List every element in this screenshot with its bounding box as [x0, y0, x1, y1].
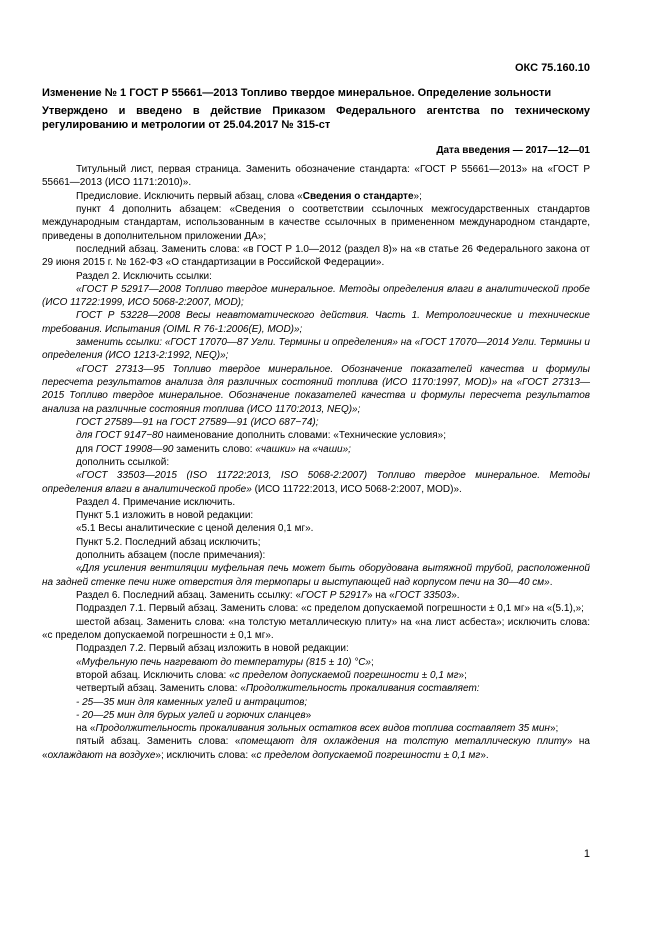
text-run: наименование дополнить словами: «Технические условия»;: [163, 430, 446, 442]
text-run: дополнить ссылкой:: [76, 456, 170, 468]
text-run: ГОСТ 19908—90: [95, 443, 174, 455]
body-paragraph: [42, 163, 590, 190]
text-run: с пределом допускаемой погрешности ± 0,1 мг: [256, 749, 481, 761]
text-run: на «: [76, 723, 96, 735]
text-run: «ГОСТ 33503—2015 (ISO 11722:2013, ISO 5068-2:2007) Топливо твердое минеральное. Методы определения влаги в аналитической пробе»: [42, 470, 590, 495]
text-run: .: [549, 576, 553, 588]
body-paragraph: [42, 456, 590, 469]
body-paragraph: [42, 522, 590, 535]
text-run: для ГОСТ 9147−80: [76, 430, 164, 442]
body-paragraph: [42, 616, 590, 643]
text-run: (ИСО 11722:2013, ИСО 5068-2:2007, MOD)».: [251, 483, 462, 495]
text-run: ГОСТ 27589—91 на ГОСТ 27589—91 (ИСО 687−74);: [76, 416, 319, 428]
text-run: дополнить абзацем (после примечания):: [76, 550, 266, 562]
body-paragraph: [42, 203, 590, 243]
text-run: второй абзац. Исключить слова: «: [76, 669, 235, 681]
body-paragraph: [42, 722, 590, 735]
introduction-date: Дата введения — 2017—12—01: [436, 145, 590, 156]
text-run: Раздел 2. Исключить ссылки:: [76, 270, 212, 282]
page-number: 1: [583, 848, 590, 860]
text-run: »;: [413, 190, 422, 202]
text-run: Предисловие. Исключить первый абзац, слова «: [76, 190, 303, 202]
body-paragraph: [42, 656, 590, 669]
text-run: Пункт 5.1 изложить в новой редакции:: [76, 510, 254, 522]
amendment-title: Изменение № 1 ГОСТ Р 55661—2013 Топливо твердое минеральное. Определение зольности: [42, 87, 552, 99]
okc-code: ОКС 75.160.10: [514, 62, 590, 74]
text-run: шестой абзац. Заменить слова: «на толстую металлическую плиту» на «на лист асбеста»; исключить слова: «с пределом допускаемой погрешности ± 0,1 мг».: [42, 616, 590, 641]
text-run: Продолжительность прокаливания зольных остатков всех видов топлива составляет 35 мин: [95, 723, 550, 735]
text-run: «Для усиления вентиляции муфельная печь может быть оборудована вытяжной трубой, расположенной на задней стенке печи ниже отверстия для термопары и выступающей над корпусом печи на 30—40 см»: [42, 563, 590, 588]
body-paragraph: [42, 363, 590, 416]
body-paragraph: [42, 735, 590, 762]
text-run: ;: [371, 656, 374, 668]
text-run: ».: [480, 749, 489, 761]
text-run: пятый абзац. Заменить слова: «: [76, 736, 241, 748]
text-run: Подраздел 7.1. Первый абзац. Заменить слова: «с пределом допускаемой погрешности ± 0,1 мг» на «(5.1),»;: [76, 603, 584, 615]
body-paragraph: [42, 536, 590, 549]
body-paragraph: [42, 549, 590, 562]
text-run: заменить слово:: [173, 443, 256, 455]
text-run: »: [305, 709, 312, 721]
body-paragraph: [42, 429, 590, 442]
body-paragraph: [42, 682, 590, 695]
body-paragraph: [42, 602, 590, 615]
body-paragraph: [42, 443, 590, 456]
body-paragraph: [42, 669, 590, 682]
body-paragraph: [42, 309, 590, 336]
text-run: «ГОСТ Р 52917—2008 Топливо твердое минеральное. Методы определения влаги в аналитической пробе (ИСО 11722:1999, ИСО 5068-2:2007, MOD);: [42, 283, 590, 309]
text-run: »; исключить слова: «: [155, 749, 257, 761]
text-run: Раздел 6. Последний абзац. Заменить ссылку: «: [76, 590, 302, 601]
document-body: [42, 163, 590, 762]
text-run: охлаждают на воздухе: [47, 749, 156, 761]
body-paragraph: [42, 496, 590, 509]
text-run: » на «: [366, 590, 395, 601]
text-run: ГОСТ 33503: [394, 590, 452, 601]
text-run: «Муфельную печь нагревают до температуры (815 ± 10) °С»: [76, 656, 371, 668]
body-paragraph: [42, 589, 590, 602]
text-run: »;: [549, 723, 559, 735]
text-run: Пункт 5.2. Последний абзац исключить;: [76, 536, 261, 548]
text-run: Титульный лист, первая страница. Заменить обозначение стандарта: «ГОСТ Р 55661—2013» на «ГОСТ Р 55661—2013 (ИСО 1171:2010)».: [42, 164, 590, 189]
body-paragraph: [42, 696, 590, 709]
text-run: последний абзац. Заменить слова: «в ГОСТ Р 1.0—2012 (раздел 8)» на «в статье 26 Федерального закона от 29 июня 2015 г. № 162-ФЗ «О стандартизации в Российской Федерации».: [42, 243, 590, 269]
text-run: Продолжительность прокаливания составляет:: [245, 683, 480, 695]
text-run: ГОСТ Р 53228—2008 Весы неавтоматического действия. Часть 1. Метрологические и технические требования. Испытания (OIML R 76-1:2006(E), MOD)»;: [42, 310, 590, 335]
text-run: Подраздел 7.2. Первый абзац изложить в новой редакции:: [76, 643, 349, 655]
text-run: Сведения о стандарте: [302, 190, 414, 202]
text-run: четвертый абзац. Заменить слова: «: [76, 683, 246, 695]
text-run: ГОСТ Р 52917: [301, 590, 367, 601]
body-paragraph: [42, 336, 590, 363]
body-paragraph: [42, 709, 590, 722]
body-paragraph: [42, 243, 590, 270]
text-run: пункт 4 дополнить абзацем: «Сведения о соответствии ссылочных межгосударственных стандартов международным стандартам, использованным в качестве ссылочных в примененном международном стандарте, приведены в дополнительном приложении ДА»;: [42, 203, 590, 242]
text-run: с пределом допускаемой погрешности ± 0,1 мг: [234, 669, 459, 681]
body-paragraph: [42, 283, 590, 310]
text-run: для: [76, 443, 96, 455]
text-run: - 20—25 мин для бурых углей и горючих сланцев: [76, 709, 306, 721]
body-paragraph: [42, 562, 590, 589]
text-run: »;: [458, 669, 467, 681]
text-run: заменить ссылки: «ГОСТ 17070—87 Угли. Термины и определения» на «ГОСТ 17070—2014 Угли. Термины и определения (ИСО 1213-2:1992, NEQ)»;: [42, 337, 590, 362]
approval-statement: Утверждено и введено в действие Приказом Федерального агентства по техническому регулированию и метрологии от 25.04.2017 № 315-ст: [42, 105, 590, 131]
text-run: «чашки» на «чаши»;: [255, 443, 351, 455]
text-run: Раздел 4. Примечание исключить.: [76, 496, 236, 508]
body-paragraph: [42, 642, 590, 655]
body-paragraph: [42, 190, 590, 203]
body-paragraph: [42, 416, 590, 429]
text-run: «ГОСТ 27313—95 Топливо твердое минеральное. Обозначение показателей качества и формулы пересчета результатов анализа для различных состояний топлива (ИСО 1170:1997, MOD)» на «ГОСТ 27313—2015 Топливо твердое минеральное. Обозначение показателей качества и формулы пересчета результатов анализа на различные состояния топлива (ИСО 1170:2013, NEQ)»;: [42, 363, 590, 415]
text-run: ».: [451, 590, 460, 601]
text-run: - 25—35 мин для каменных углей и антрацитов;: [76, 696, 308, 708]
text-run: помещают для охлаждения на толстую металлическую плиту: [240, 736, 567, 748]
text-run: » на «: [42, 736, 590, 761]
body-paragraph: [42, 270, 590, 283]
text-run: «5.1 Весы аналитические с ценой деления 0,1 мг».: [76, 523, 314, 535]
body-paragraph: [42, 469, 590, 496]
body-paragraph: [42, 509, 590, 522]
